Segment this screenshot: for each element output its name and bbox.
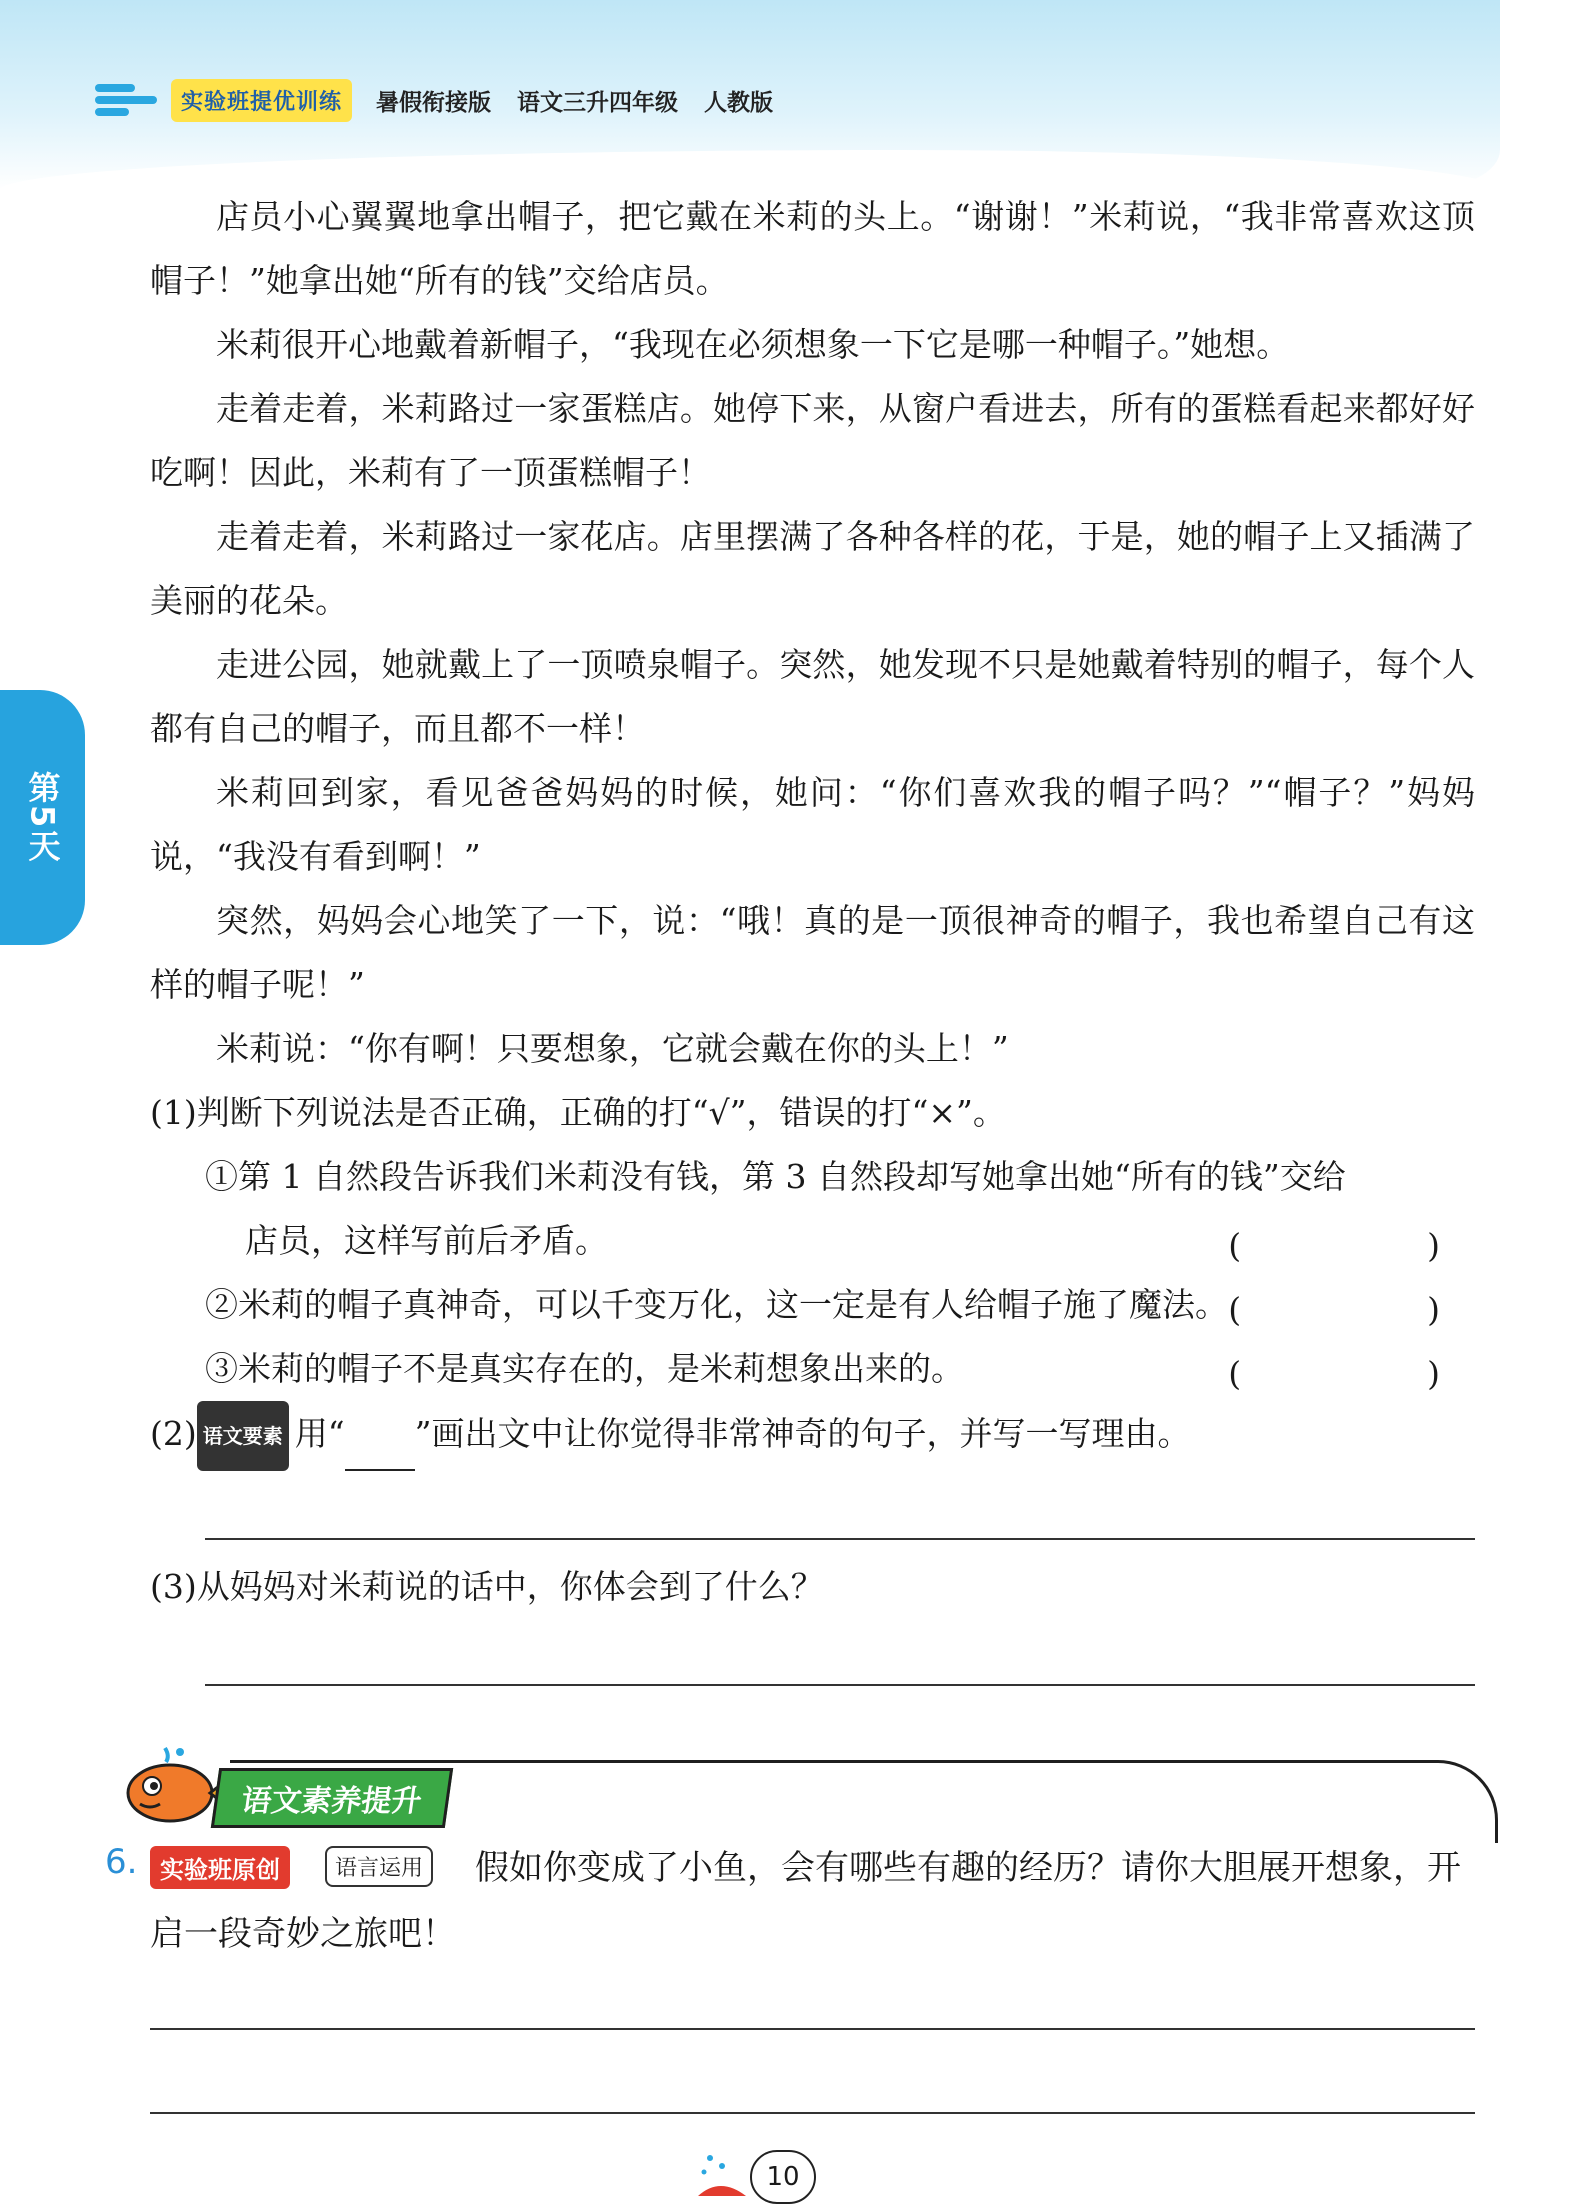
q2-text-after: ”画出文中让你觉得非常神奇的句子，并写一写理由。	[414, 1414, 1191, 1453]
page-number: 10	[750, 2150, 816, 2204]
section-title: 语文素养提升	[211, 1768, 453, 1828]
answer-line[interactable]	[205, 1538, 1475, 1540]
publisher-label: 人教版	[704, 89, 774, 116]
original-tag: 实验班原创	[150, 1846, 290, 1889]
q1-item-1: ①第 1 自然段告诉我们米莉没有钱，第 3 自然段却写她拿出她“所有的钱”交给	[205, 1157, 1346, 1196]
day-tab-label: 第5天	[23, 771, 62, 864]
page-header	[95, 75, 799, 125]
answer-line[interactable]	[150, 2028, 1475, 2030]
answer-parentheses[interactable]: ( )	[1228, 1226, 1480, 1265]
story-paragraph: 米莉很开心地戴着新帽子，“我现在必须想象一下它是哪一种帽子。”她想。	[216, 325, 1290, 364]
answer-line[interactable]	[150, 2112, 1475, 2114]
q2-number: (2)	[150, 1414, 197, 1453]
story-paragraph: 米莉回到家，看见爸爸妈妈的时候，她问：“你们喜欢我的帽子吗？”“帽子？”妈妈说，“我没有看到啊！”	[150, 773, 1475, 876]
story-paragraph: 米莉说：“你有啊！只要想象，它就会戴在你的头上！”	[216, 1029, 1009, 1068]
q6-number: 6.	[105, 1842, 138, 1882]
story-paragraph: 走着走着，米莉路过一家蛋糕店。她停下来，从窗户看进去，所有的蛋糕看起来都好好吃啊！因此，米莉有了一顶蛋糕帽子！	[150, 389, 1475, 492]
day-tab	[0, 690, 85, 945]
answer-line[interactable]	[205, 1684, 1475, 1686]
q6-text: 假如你变成了小鱼，会有哪些有趣的经历？请你大胆展开想象，开启一段奇妙之旅吧！	[150, 1848, 1461, 1954]
q1-item-1-cont: 店员，这样写前后矛盾。	[245, 1221, 608, 1260]
answer-parentheses[interactable]: ( )	[1228, 1290, 1480, 1329]
answer-parentheses[interactable]: ( )	[1228, 1354, 1480, 1393]
story-paragraph: 走着走着，米莉路过一家花店。店里摆满了各种各样的花，于是，她的帽子上又插满了美丽的花朵。	[150, 517, 1475, 620]
series-logo-icon	[95, 80, 165, 120]
page-decoration-icon	[690, 2148, 750, 2196]
story-paragraph: 店员小心翼翼地拿出帽子，把它戴在米莉的头上。“谢谢！”米莉说，“我非常喜欢这顶帽子！”她拿出她“所有的钱”交给店员。	[150, 197, 1475, 300]
story-paragraph: 突然，妈妈会心地笑了一下，说：“哦！真的是一顶很神奇的帽子，我也希望自己有这样的帽子呢！”	[150, 901, 1475, 1004]
story-paragraph: 走进公园，她就戴上了一顶喷泉帽子。突然，她发现不只是她戴着特别的帽子，每个人都有自己的帽子，而且都不一样！	[150, 645, 1475, 748]
q3-prompt: (3)从妈妈对米莉说的话中，你体会到了什么？	[150, 1567, 824, 1606]
language-element-badge: 语文要素	[197, 1401, 289, 1471]
question-type-tag: 语言运用	[325, 1846, 433, 1887]
q2-text-before: 用“	[294, 1414, 345, 1453]
series-title: 实验班提优训练	[171, 79, 352, 122]
q1-item-3: ③米莉的帽子不是真实存在的，是米莉想象出来的。	[205, 1349, 964, 1388]
subject-label: 语文三升四年级	[517, 89, 679, 116]
q2-prompt	[150, 1401, 1191, 1471]
edition-label: 暑假衔接版	[376, 89, 492, 116]
q1-prompt: (1)判断下列说法是否正确，正确的打“√”，错误的打“×”。	[150, 1093, 1006, 1132]
underline-sample	[345, 1441, 415, 1471]
q1-item-2: ②米莉的帽子真神奇，可以千变万化，这一定是有人给帽子施了魔法。	[205, 1285, 1228, 1324]
